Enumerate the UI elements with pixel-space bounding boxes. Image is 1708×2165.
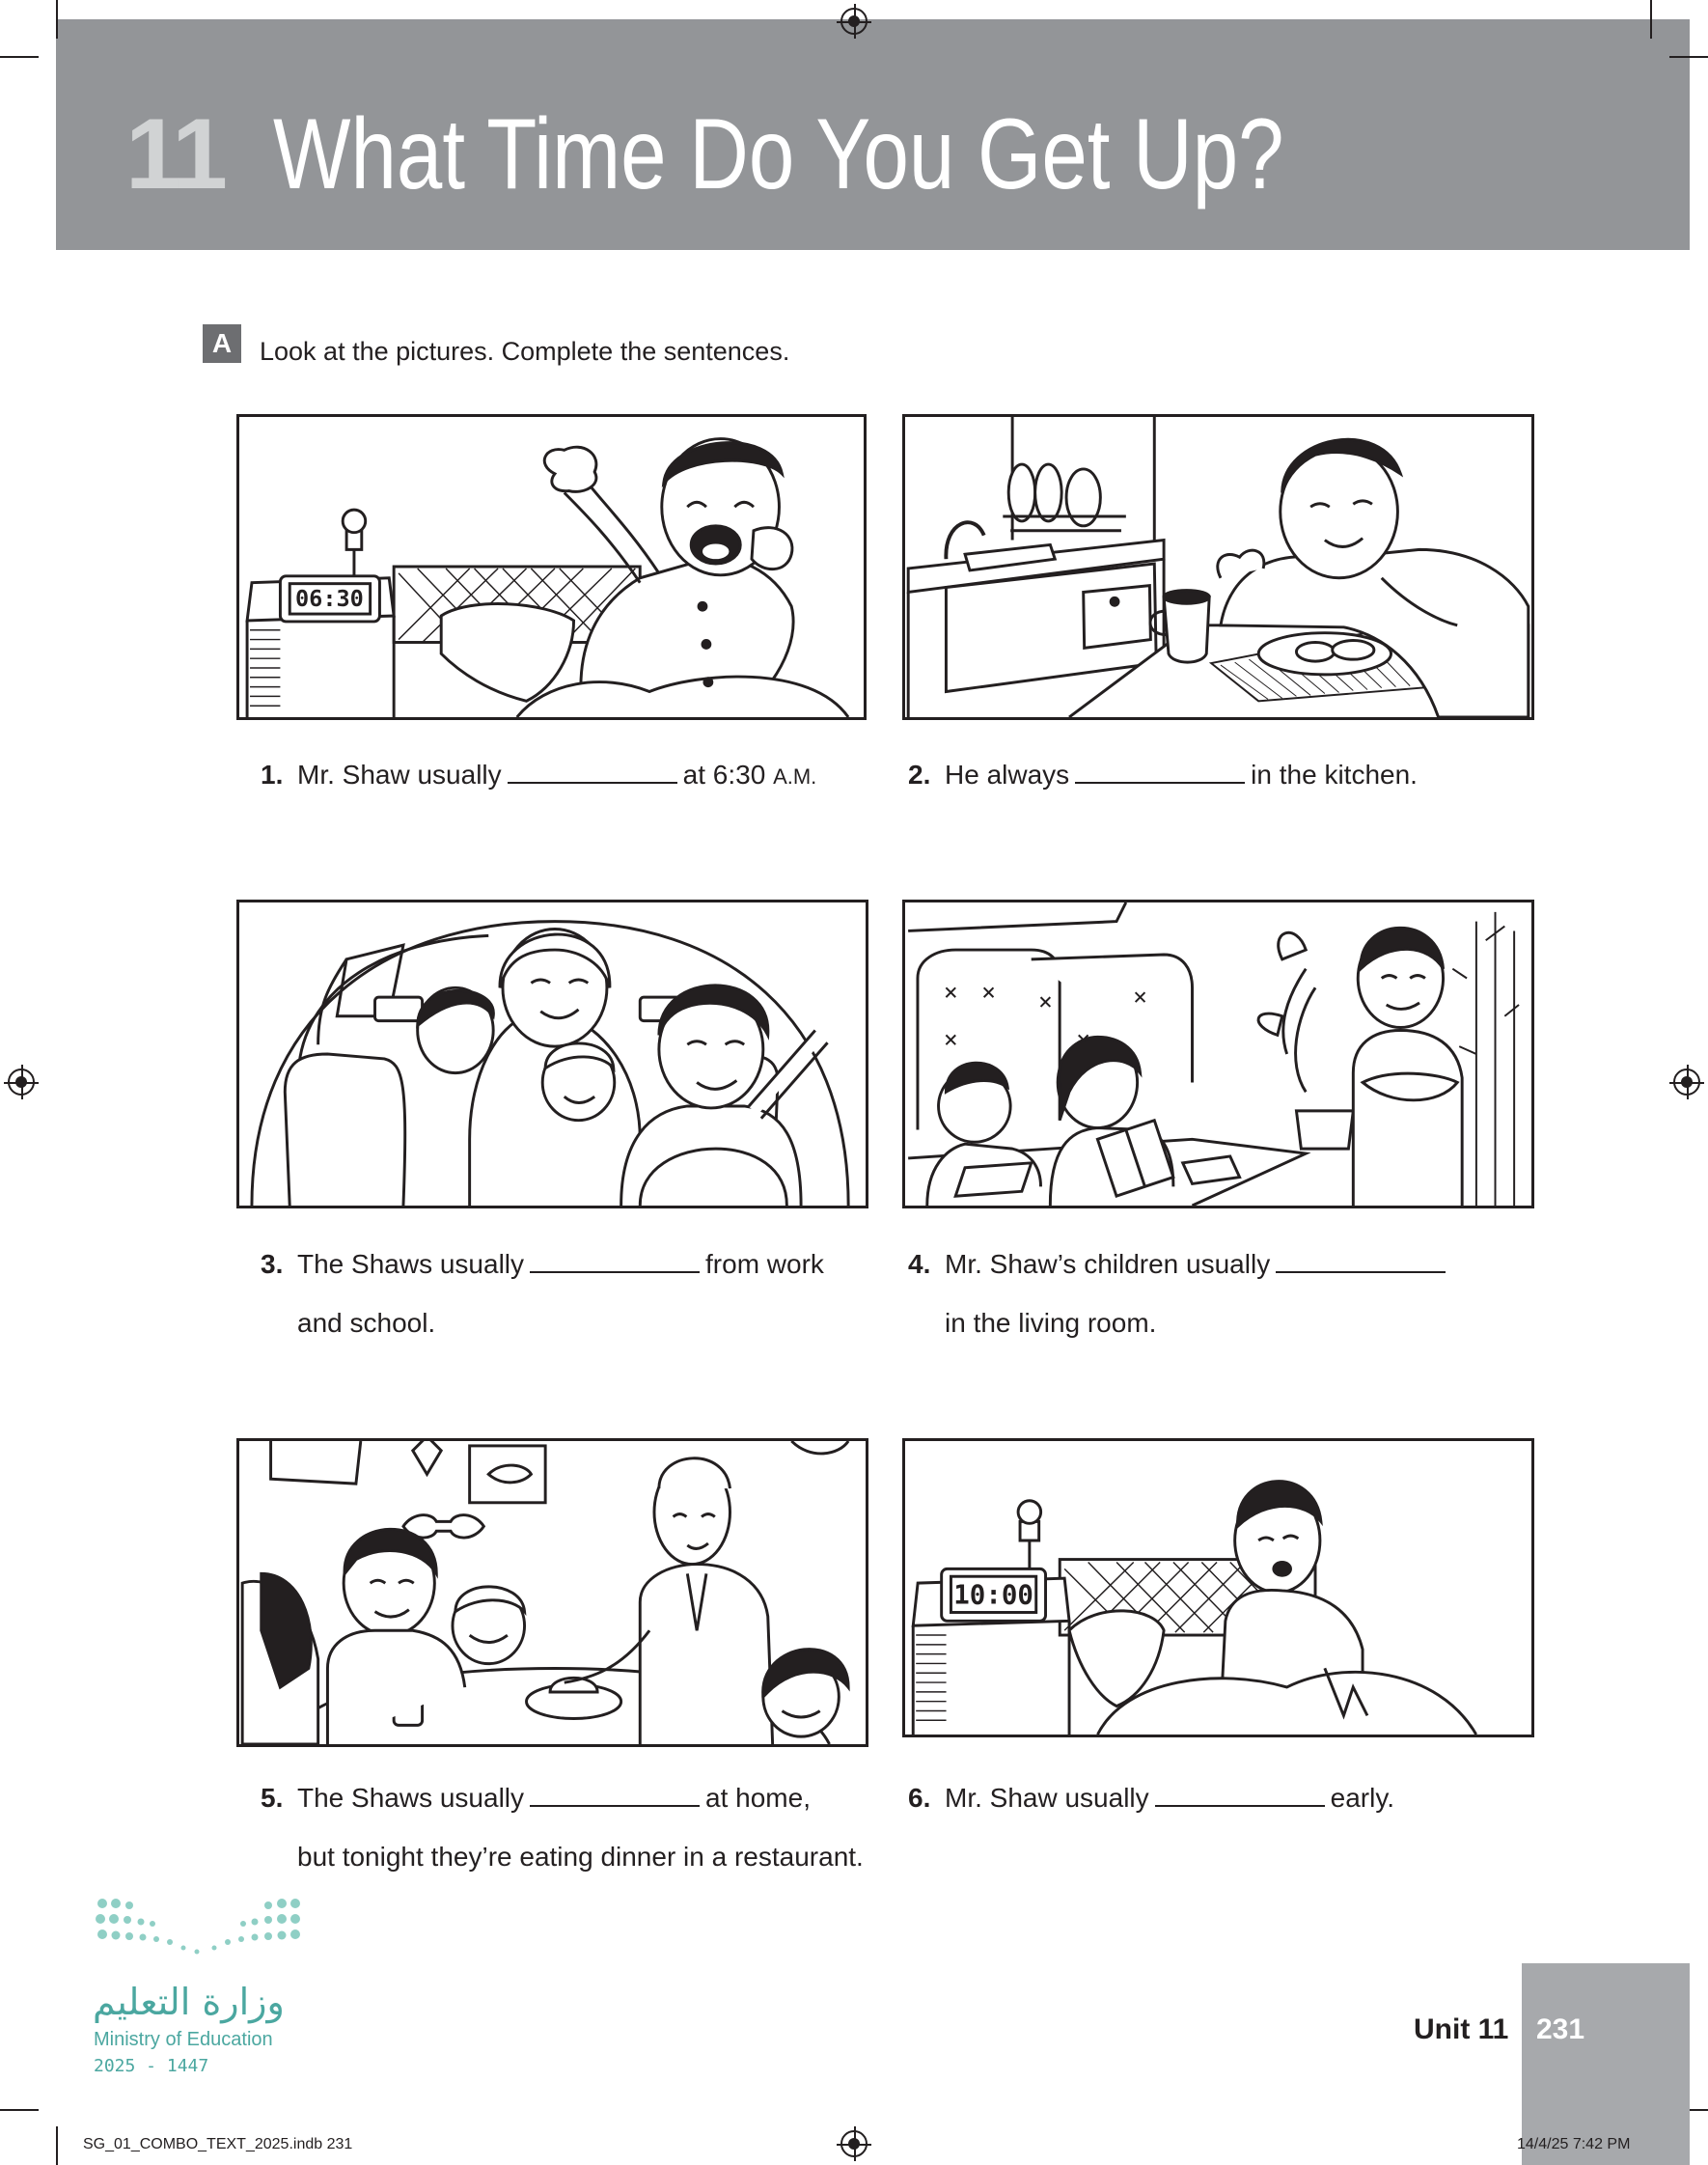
registration-mark-icon (1673, 1069, 1700, 1096)
ministry-logo-icon (93, 1894, 305, 1971)
answer-blank[interactable] (530, 1252, 700, 1273)
sentence-line-2: but tonight they’re eating dinner in a restaurant. (297, 1842, 864, 1872)
page-number: 231 (1536, 2013, 1585, 2045)
sentence-text: He always (945, 760, 1070, 790)
sentence-4 (908, 1235, 1526, 1352)
answer-blank[interactable] (1075, 763, 1245, 784)
crop-mark (0, 56, 39, 58)
crop-mark (0, 2109, 39, 2111)
item-number: 6. (908, 1783, 931, 1813)
picture-2-kitchen-breakfast (902, 414, 1534, 720)
exercise-letter: A (203, 324, 241, 363)
answer-blank[interactable] (530, 1786, 700, 1807)
sentence-text: The Shaws usually (297, 1783, 525, 1813)
answer-blank[interactable] (508, 763, 677, 784)
clock-1-display: 06:30 (295, 585, 364, 613)
sentence-6 (908, 1768, 1526, 1827)
sentence-1 (261, 745, 859, 806)
crop-mark (1650, 0, 1652, 39)
footer-unit-label: Unit 11 (1414, 2013, 1509, 2045)
ministry-name-arabic: وزارة التعليم (93, 1981, 285, 2023)
sentence-text: Mr. Shaw usually (945, 1783, 1149, 1813)
sentence-line-2: in the living room. (945, 1308, 1157, 1338)
sentence-2 (908, 745, 1526, 804)
ministry-name-english: Ministry of Education (94, 2029, 273, 2050)
print-slug-date: 14/4/25 7:42 PM (1517, 2136, 1631, 2152)
page-number-tab (1522, 1963, 1690, 2165)
item-number: 2. (908, 760, 931, 790)
item-number: 1. (261, 760, 284, 790)
sentence-suffix: A.M. (773, 764, 817, 789)
answer-blank[interactable] (1276, 1252, 1446, 1273)
sentence-text: early. (1330, 1783, 1395, 1813)
exercise-instruction: Look at the pictures. Complete the sentences. (260, 337, 790, 366)
sentence-text: at home, (705, 1783, 811, 1813)
sentence-text: at 6:30 (682, 760, 766, 790)
page-title: What Time Do You Get Up? (273, 98, 1284, 210)
registration-mark-icon (840, 2130, 868, 2157)
picture-4-living-room-homework (902, 900, 1534, 1208)
clock-6-display: 10:00 (953, 1580, 1033, 1611)
registration-mark-icon (840, 8, 868, 35)
picture-6-sleeping-late (902, 1438, 1534, 1737)
sentence-5 (261, 1768, 917, 1886)
item-number: 5. (261, 1783, 284, 1813)
crop-mark (56, 0, 58, 39)
sentence-text: Mr. Shaw’s children usually (945, 1249, 1271, 1279)
item-number: 4. (908, 1249, 931, 1279)
ministry-year: 2025 - 1447 (94, 2056, 209, 2076)
sentence-text: The Shaws usually (297, 1249, 525, 1279)
crop-mark (1669, 56, 1708, 58)
print-slug-file: SG_01_COMBO_TEXT_2025.indb 231 (83, 2136, 353, 2152)
sentence-3 (261, 1235, 878, 1352)
picture-5-restaurant (236, 1438, 868, 1747)
picture-3-family-car (236, 900, 868, 1208)
registration-mark-icon (8, 1069, 35, 1096)
unit-number: 11 (125, 98, 224, 210)
sentence-line-2: and school. (297, 1308, 436, 1338)
answer-blank[interactable] (1155, 1786, 1325, 1807)
crop-mark (56, 2126, 58, 2165)
picture-1-waking-up (236, 414, 867, 720)
sentence-text: in the kitchen. (1251, 760, 1418, 790)
item-number: 3. (261, 1249, 284, 1279)
sentence-text: Mr. Shaw usually (297, 760, 502, 790)
sentence-text: from work (705, 1249, 824, 1279)
